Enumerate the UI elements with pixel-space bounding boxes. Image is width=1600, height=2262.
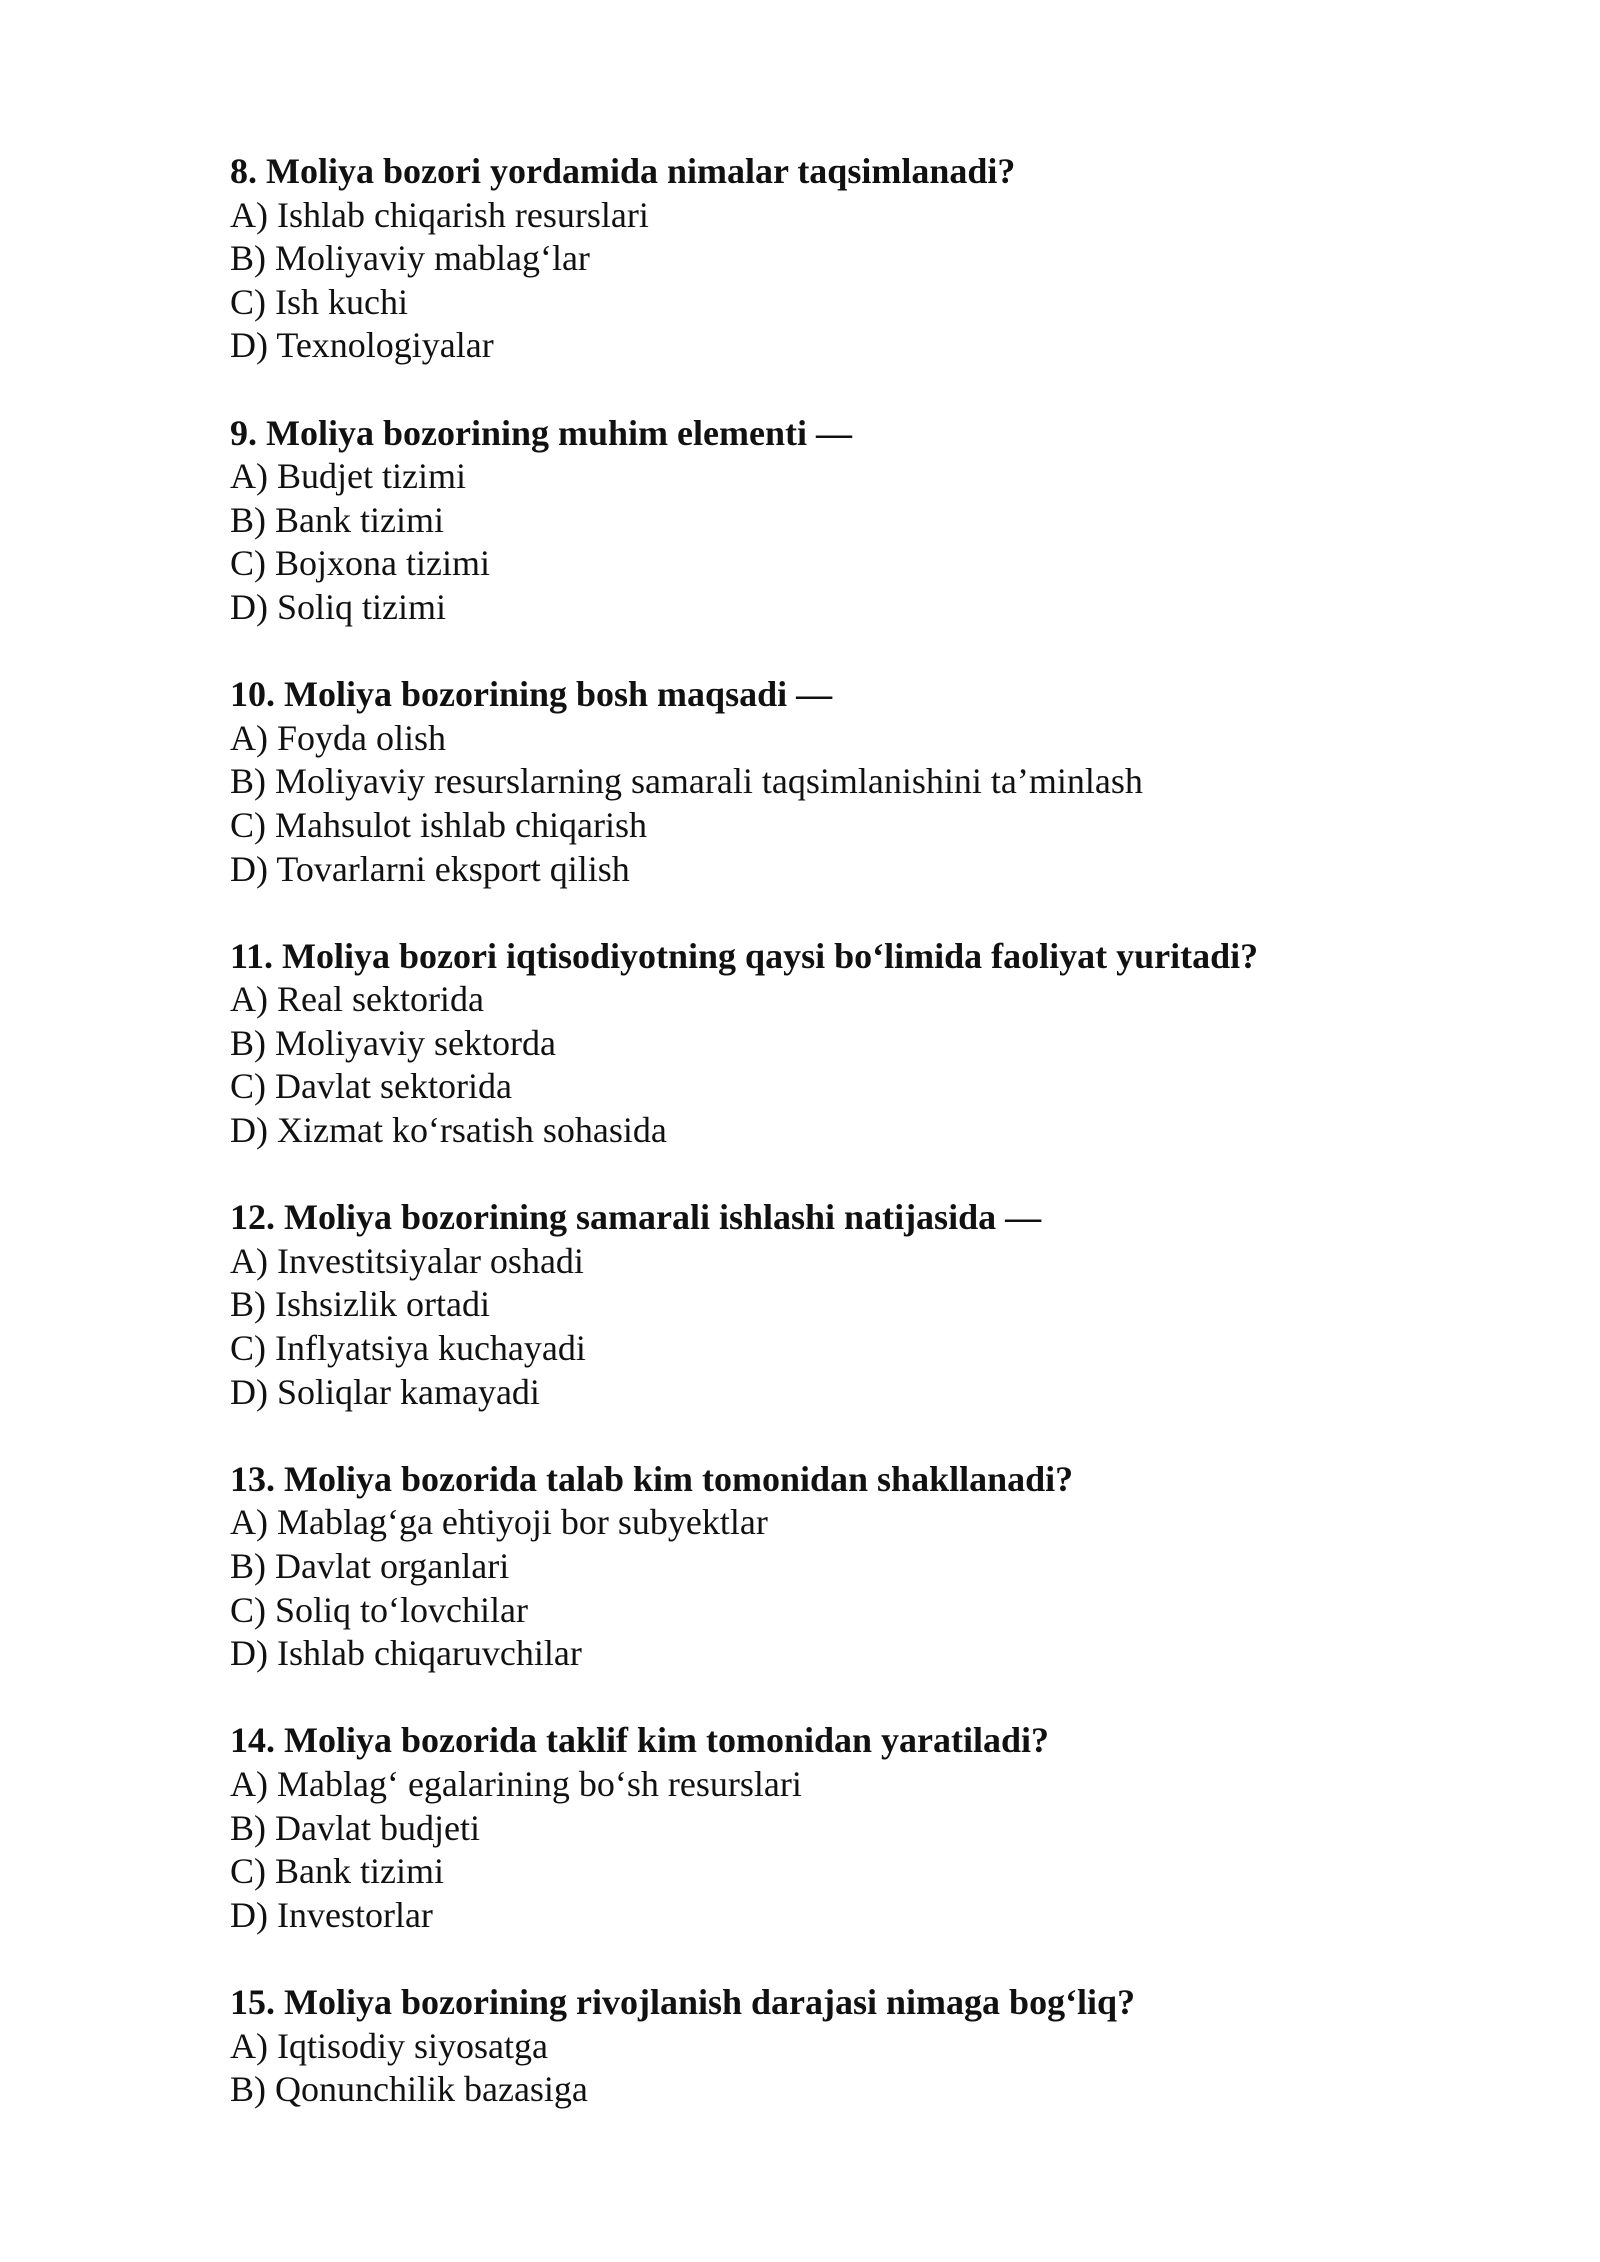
option-b: B) Moliyaviy mablag‘lar: [230, 238, 590, 279]
question-10: [230, 673, 1450, 891]
option-a: A) Budjet tizimi: [230, 456, 466, 497]
option-a: A) Foyda olish: [230, 717, 446, 758]
question-8: [230, 150, 1450, 368]
option-c: C) Inflyatsiya kuchayadi: [230, 1328, 586, 1369]
question-text: 14. Moliya bozorida taklif kim tomonidan yaratiladi?: [230, 1720, 1050, 1761]
question-list: [230, 150, 1450, 2155]
question-14: [230, 1719, 1450, 1937]
option-a: A) Ishlab chiqarish resurslari: [230, 194, 649, 235]
option-a: A) Real sektorida: [230, 979, 484, 1020]
option-d: D) Texnologiyalar: [230, 325, 494, 366]
option-c: C) Bojxona tizimi: [230, 543, 490, 584]
option-c: C) Bank tizimi: [230, 1851, 444, 1892]
option-c: C) Mahsulot ishlab chiqarish: [230, 804, 647, 845]
question-text: 8. Moliya bozori yordamida nimalar taqsimlanadi?: [230, 151, 1016, 191]
question-text: 13. Moliya bozorida talab kim tomonidan shakllanadi?: [230, 1458, 1074, 1499]
option-d: D) Xizmat ko‘rsatish sohasida: [230, 1110, 667, 1151]
option-b: B) Ishsizlik ortadi: [230, 1284, 490, 1325]
option-c: C) Soliq to‘lovchilar: [230, 1589, 528, 1630]
option-b: B) Moliyaviy resurslarning samarali taqsimlanishini ta’minlash: [230, 761, 1143, 802]
option-b: B) Davlat budjeti: [230, 1807, 480, 1848]
option-a: A) Investitsiyalar oshadi: [230, 1240, 584, 1281]
option-b: B) Davlat organlari: [230, 1546, 510, 1586]
question-15: [230, 1981, 1450, 2112]
option-d: D) Investorlar: [230, 1894, 433, 1935]
question-text: 15. Moliya bozorining rivojlanish darajasi nimaga bog‘liq?: [230, 1981, 1136, 2022]
option-d: D) Tovarlarni eksport qilish: [230, 848, 630, 889]
question-9: [230, 412, 1450, 630]
question-text: 12. Moliya bozorining samarali ishlashi natijasida —: [230, 1197, 1042, 1238]
option-c: C) Ish kuchi: [230, 281, 408, 322]
option-a: A) Iqtisodiy siyosatga: [230, 2025, 548, 2066]
question-11: [230, 935, 1450, 1153]
question-text: 9. Moliya bozorining muhim elementi —: [230, 412, 852, 453]
option-b: B) Bank tizimi: [230, 499, 444, 540]
option-d: D) Soliqlar kamayadi: [230, 1371, 540, 1412]
option-b: B) Moliyaviy sektorda: [230, 1022, 556, 1063]
question-12: [230, 1196, 1450, 1414]
option-c: C) Davlat sektorida: [230, 1066, 512, 1107]
option-d: D) Ishlab chiqaruvchilar: [230, 1633, 582, 1674]
option-d: D) Soliq tizimi: [230, 586, 446, 627]
question-text: 11. Moliya bozori iqtisodiyotning qaysi bo‘limida faoliyat yuritadi?: [230, 935, 1259, 976]
option-a: A) Mablag‘ egalarining bo‘sh resurslari: [230, 1763, 802, 1804]
question-text: 10. Moliya bozorining bosh maqsadi —: [230, 674, 833, 715]
question-13: [230, 1458, 1450, 1676]
option-b: B) Qonunchilik bazasiga: [230, 2069, 588, 2110]
option-a: A) Mablag‘ga ehtiyoji bor subyektlar: [230, 1502, 768, 1543]
